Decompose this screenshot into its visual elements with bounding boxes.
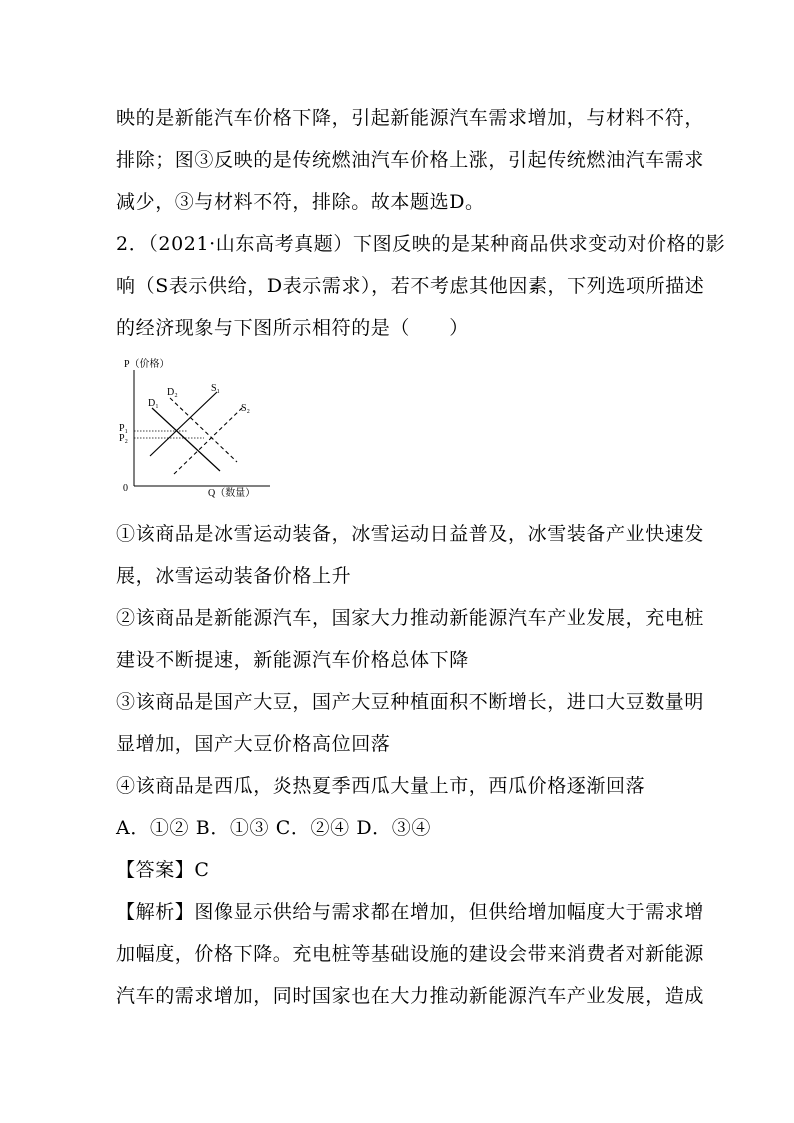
- d1-label: D₁: [148, 398, 159, 409]
- analysis-line-2: 加幅度，价格下降。充电桩等基础设施的建设会带来消费者对新能源: [116, 943, 705, 965]
- answer-choices: A．①② B．①③ C．②④ D．③④: [116, 817, 431, 839]
- supply-demand-graph: [110, 350, 280, 500]
- option-4-line-1: ④该商品是西瓜，炎热夏季西瓜大量上市，西瓜价格逐渐回落: [116, 775, 646, 797]
- s2-label: S₂: [241, 403, 251, 414]
- analysis-line-1: 【解析】图像显示供给与需求都在增加，但供给增加幅度大于需求增: [116, 901, 705, 923]
- option-1-line-1: ①该商品是冰雪运动装备，冰雪运动日益普及，冰雪装备产业快速发: [116, 523, 705, 545]
- origin-label: 0: [123, 483, 128, 494]
- option-1-line-2: 展，冰雪运动装备价格上升: [116, 565, 352, 587]
- supply-curve-s1: [150, 392, 217, 456]
- paragraph-line-3: 减少，③与材料不符，排除。故本题选D。: [116, 191, 485, 213]
- p1-label: P₁: [119, 423, 129, 434]
- s1-label: S₁: [211, 383, 221, 394]
- option-2-line-2: 建设不断提速，新能源汽车价格总体下降: [116, 649, 469, 671]
- question-line-3: 的经济现象与下图所示相符的是（ ）: [116, 317, 469, 339]
- paragraph-line-2: 排除；图③反映的是传统燃油汽车价格上涨，引起传统燃油汽车需求: [116, 149, 705, 171]
- p2-label: P₂: [119, 433, 129, 444]
- analysis-line-3: 汽车的需求增加，同时国家也在大力推动新能源汽车产业发展，造成: [116, 985, 705, 1007]
- demand-curve-d2: [170, 398, 237, 462]
- answer-label: 【答案】C: [116, 859, 210, 881]
- y-axis-label: P（价格）: [124, 359, 170, 370]
- option-3-line-1: ③该商品是国产大豆，国产大豆种植面积不断增长，进口大豆数量明: [116, 691, 705, 713]
- option-2-line-1: ②该商品是新能源汽车，国家大力推动新能源汽车产业发展，充电桩: [116, 607, 705, 629]
- paragraph-line-1: 映的是新能汽车价格下降，引起新能源汽车需求增加，与材料不符，: [116, 107, 705, 129]
- question-line-2: 响（S表示供给，D表示需求），若不考虑其他因素，下列选项所描述: [116, 275, 705, 297]
- question-line-1: 2．（2021·山东高考真题）下图反映的是某种商品供求变动对价格的影: [116, 233, 726, 255]
- d2-label: D₂: [167, 387, 178, 398]
- option-3-line-2: 显增加，国产大豆价格高位回落: [116, 733, 391, 755]
- x-axis-label: Q（数量）: [208, 488, 256, 499]
- supply-curve-s2: [174, 408, 242, 474]
